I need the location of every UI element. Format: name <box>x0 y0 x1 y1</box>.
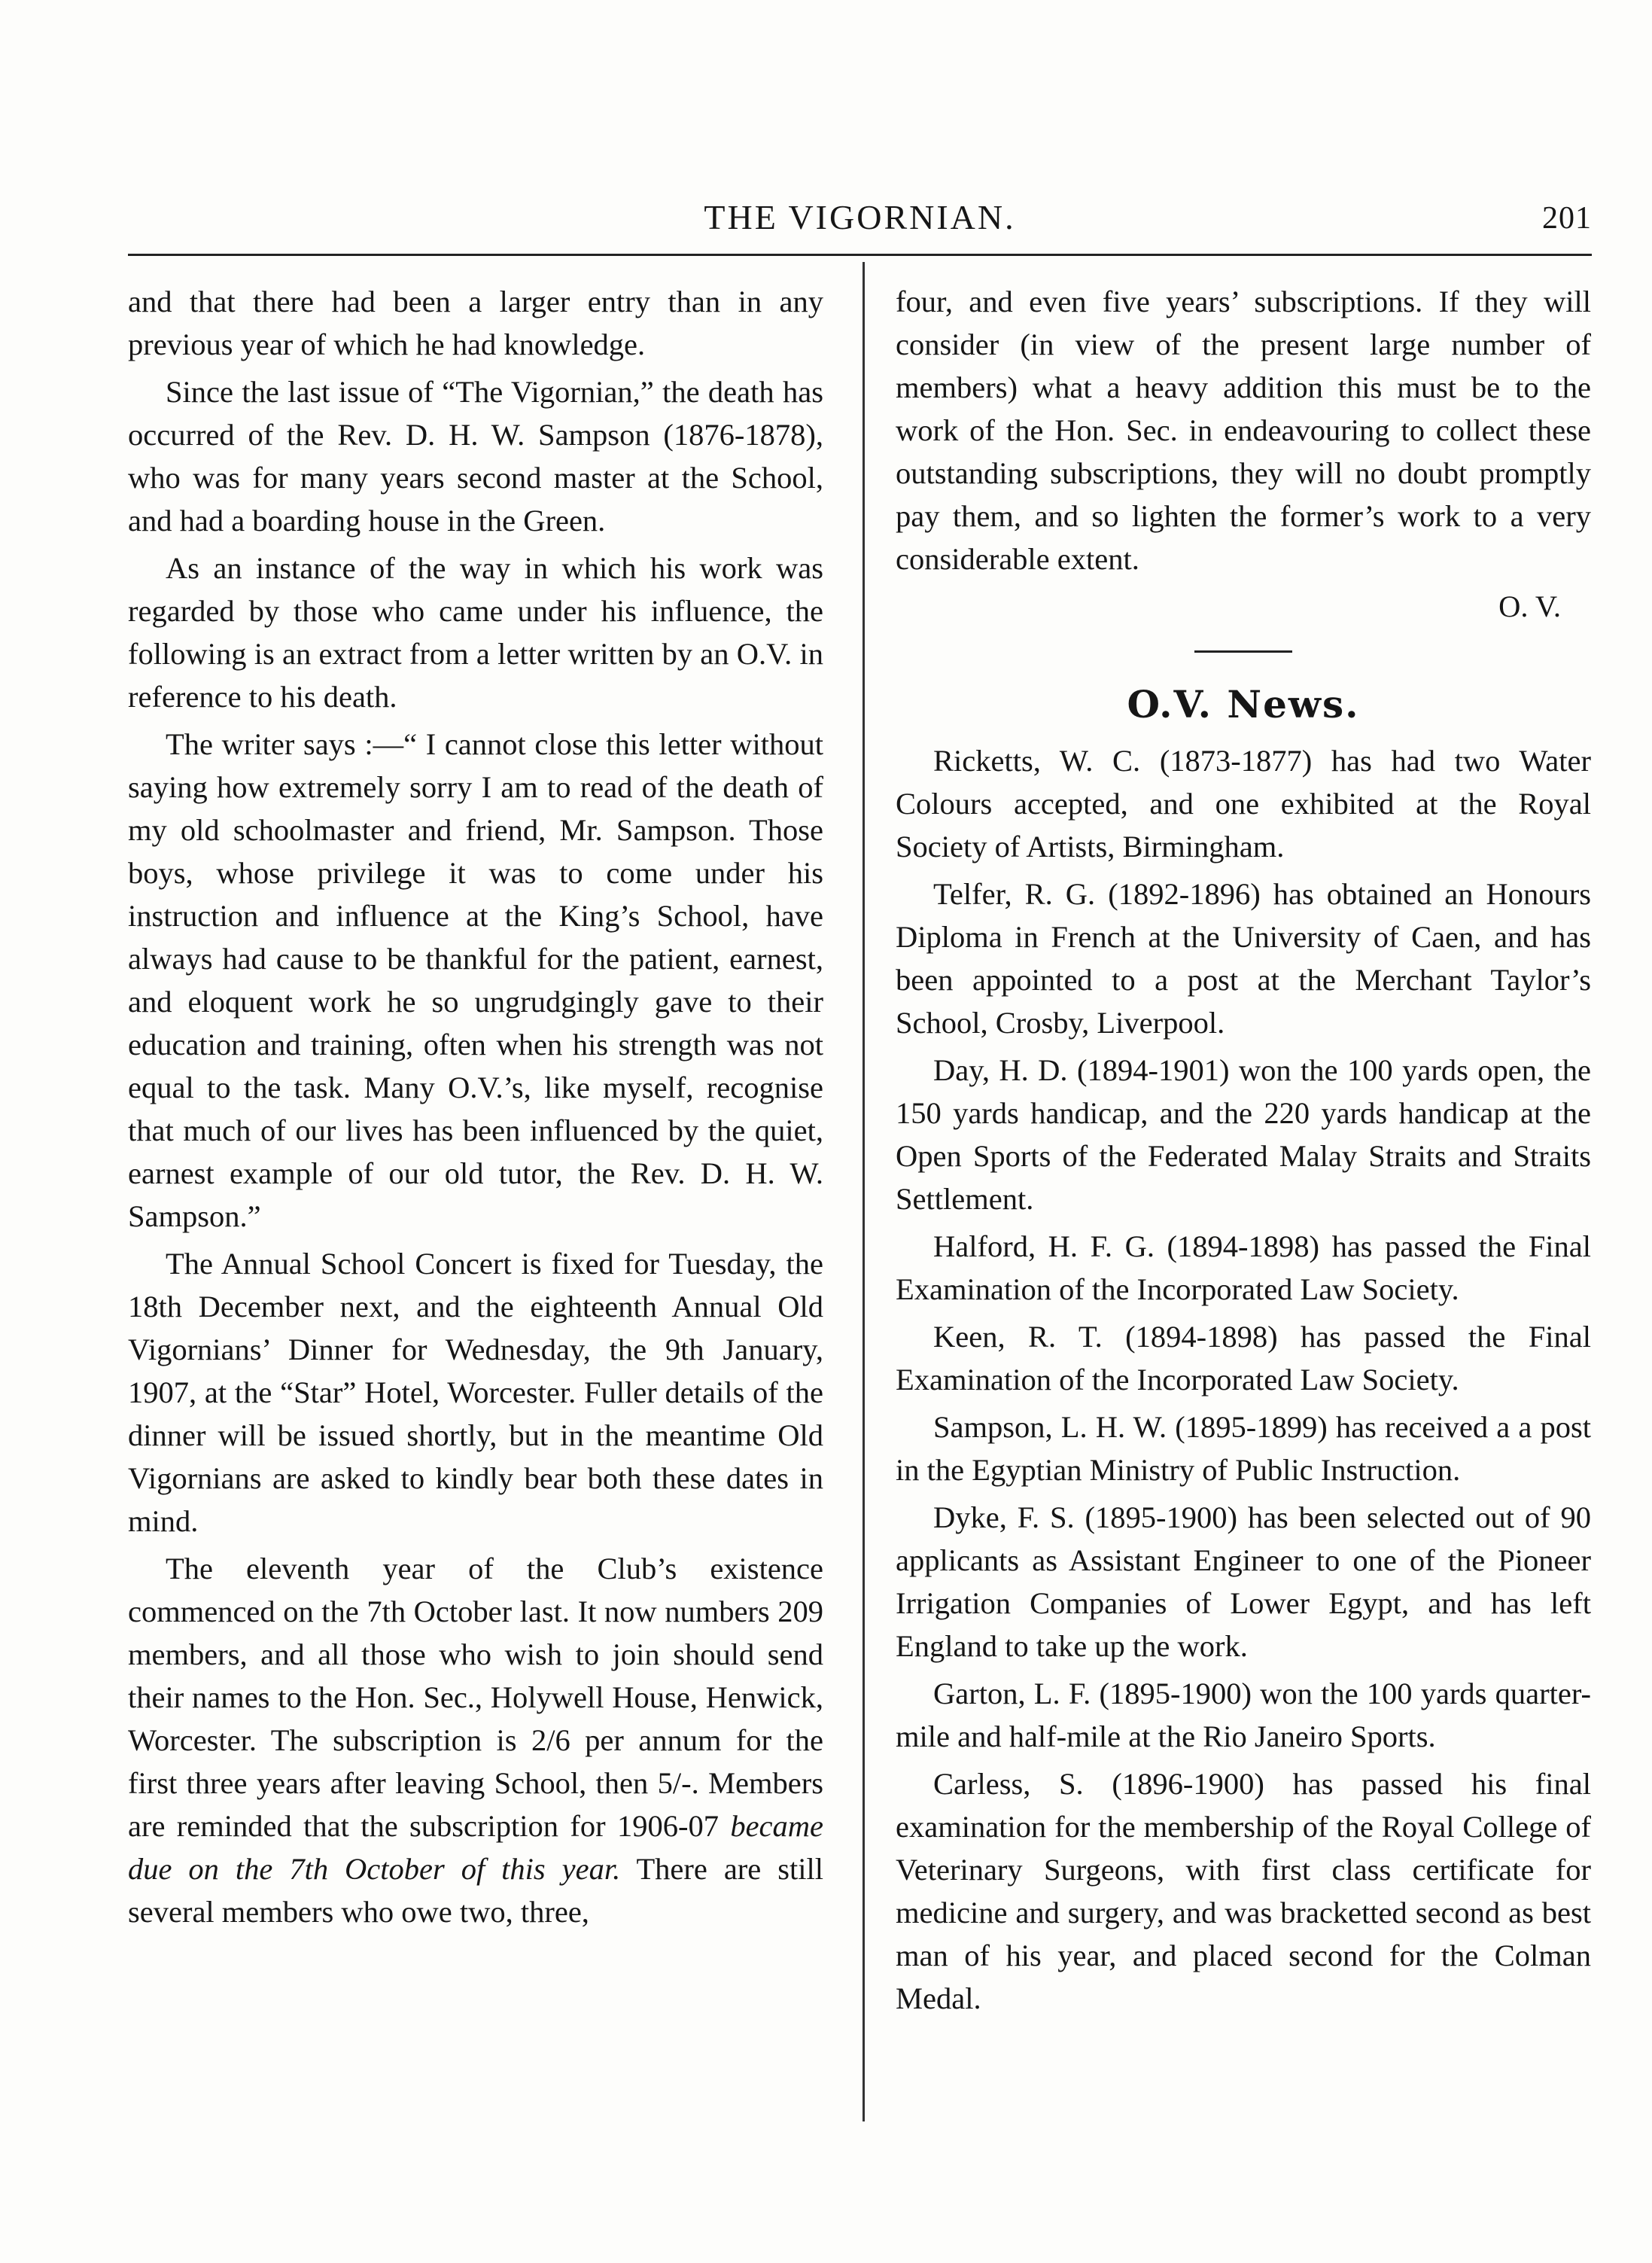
section-heading: O.V. News. <box>1127 682 1360 726</box>
news-item: Telfer, R. G. (1892-1896) has obtained an Honours Diploma in French at the University of Caen, and has been appointed to a post at the Merchant Taylor’s School, Crosby, Liverpool. <box>896 877 1591 1040</box>
left-column <box>128 280 823 1938</box>
paragraph: As an instance of the way in which his work was regarded by those who came under his influence, the following is an extract from a letter written by an O.V. in reference to his death. <box>128 551 823 714</box>
right-column <box>896 280 1591 2024</box>
header-rule <box>128 254 1592 256</box>
paragraph: and that there had been a larger entry than in any previous year of which he had knowledge. <box>128 285 823 361</box>
section-separator <box>1194 650 1292 653</box>
paragraph-continuation: four, and even five years’ subscriptions. If they will consider (in view of the present large number of members) what a heavy addition this must be to the work of the Hon. Sec. in endeavouring to collect these outstanding subscriptions, they will no doubt promptly pay them, and so lighten the former’s work to a very considerable extent. <box>896 285 1591 576</box>
news-item: Keen, R. T. (1894-1898) has passed the Final Examination of the Incorporated Law Society. <box>896 1320 1591 1396</box>
paragraph: Since the last issue of “The Vigornian,” the death has occurred of the Rev. D. H. W. Sampson (1876-1878), who was for many years second master at the School, and had a boarding house in the Green. <box>128 375 823 538</box>
club-paragraph <box>128 1547 823 1933</box>
column-divider <box>863 262 865 2121</box>
news-item: Garton, L. F. (1895-1900) won the 100 yards quarter-mile and half-mile at the Rio Janeiro Sports. <box>896 1677 1591 1753</box>
news-item: Carless, S. (1896-1900) has passed his final examination for the membership of the Royal College of Veterinary Surgeons, with first class certificate for medicine and surgery, and was bracketted second as best man of his year, and placed second for the Colman Medal. <box>896 1767 1591 2015</box>
paragraph: The writer says :—“ I cannot close this letter without saying how extremely sorry I am to read of the death of my old schoolmaster and friend, Mr. Sampson. Those boys, whose privilege it was to come under his instruction and influence at the King’s School, have always had cause to be thankful for the patient, earnest, and eloquent work he so ungrudgingly gave to their education and training, often when his strength was not equal to the task. Many O.V.’s, like myself, recognise that much of our lives has been influenced by the quiet, earnest example of our old tutor, the Rev. D. H. W. Sampson.” <box>128 727 823 1233</box>
club-text-start: The eleventh year of the Club’s existence commenced on the 7th October last. It now numbers 209 members, and all those who wish to join should send their names to the Hon. Sec., Holywell House, Henwick, Worcester. The subscription is 2/6 per annum for the first three years after leaving School, then 5/-. Members are reminded that the subscription for 1906-07 <box>128 1552 823 1843</box>
news-item: Halford, H. F. G. (1894-1898) has passed the Final Examination of the Incorporated Law Society. <box>896 1229 1591 1306</box>
news-item: Day, H. D. (1894-1901) won the 100 yards open, the 150 yards handicap, and the 220 yards handicap at the Open Sports of the Federated Malay Straits and Straits Settlement. <box>896 1053 1591 1216</box>
paragraph: The Annual School Concert is fixed for Tuesday, the 18th December next, and the eighteenth Annual Old Vigornians’ Dinner for Wednesday, the 9th January, 1907, at the “Star” Hotel, Worcester. Fuller details of the dinner will be issued shortly, but in the meantime Old Vigornians are asked to kindly bear both these dates in mind. <box>128 1247 823 1538</box>
page-header <box>128 197 1592 250</box>
club-text-end: There are still several members who owe two, three, <box>128 1852 823 1929</box>
club-text-italic: became due on the 7th October of this year. <box>128 1809 823 1886</box>
running-title: THE VIGORNIAN. <box>704 198 1016 236</box>
news-item: Dyke, F. S. (1895-1900) has been selected out of 90 applicants as Assistant Engineer to one of the Pioneer Irrigation Companies of Lower Egypt, and has left England to take up the work. <box>896 1500 1591 1663</box>
news-item: Sampson, L. H. W. (1895-1899) has received a a post in the Egyptian Ministry of Public Instruction. <box>896 1410 1591 1487</box>
signature: O. V. <box>1498 589 1561 623</box>
page-number: 201 <box>1542 201 1592 236</box>
news-item: Ricketts, W. C. (1873-1877) has had two Water Colours accepted, and one exhibited at the Royal Society of Artists, Birmingham. <box>896 744 1591 863</box>
